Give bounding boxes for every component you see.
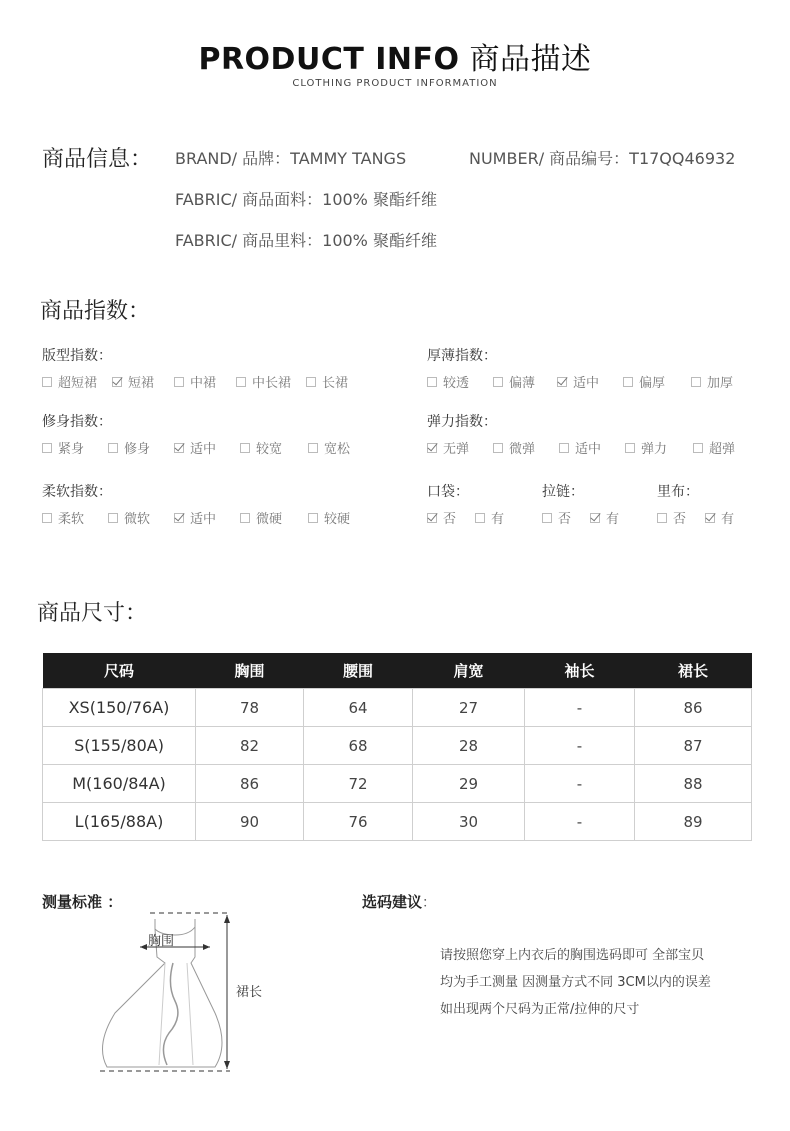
table-cell: 86 — [635, 689, 752, 727]
option-label: 适中 — [573, 376, 600, 391]
checkbox-icon — [693, 443, 703, 453]
option-label: 有 — [491, 512, 505, 527]
option[interactable] — [493, 438, 535, 457]
option-label: 微软 — [124, 512, 151, 527]
index-label-elasticity: 弹力指数： — [427, 414, 497, 430]
option[interactable] — [240, 438, 282, 457]
option-label: 适中 — [190, 442, 217, 457]
fabric-outer-line: FABRIC/ 商品面料：100% 聚酯纤维 — [175, 190, 437, 209]
option[interactable] — [42, 372, 97, 391]
table-cell: 78 — [196, 689, 304, 727]
col-header: 肩宽 — [413, 653, 525, 689]
table-cell: 64 — [304, 689, 413, 727]
option-label: 长裙 — [322, 376, 349, 391]
indices-heading: 商品指数： — [40, 299, 151, 324]
table-cell: - — [525, 689, 635, 727]
option-label: 宽松 — [324, 442, 351, 457]
table-cell: 76 — [304, 803, 413, 841]
option[interactable] — [625, 438, 667, 457]
table-cell: XS(150/76A) — [43, 689, 196, 727]
option[interactable] — [236, 372, 291, 391]
option[interactable] — [112, 372, 154, 391]
option-label: 偏厚 — [639, 376, 666, 391]
col-header: 裙长 — [635, 653, 752, 689]
checkbox-icon — [590, 513, 600, 523]
col-header: 胸围 — [196, 653, 304, 689]
col-header: 袖长 — [525, 653, 635, 689]
fabric-lining-line: FABRIC/ 商品里料：100% 聚酯纤维 — [175, 231, 437, 250]
table-cell: - — [525, 727, 635, 765]
option[interactable] — [174, 438, 216, 457]
table-cell: 28 — [413, 727, 525, 765]
option[interactable] — [590, 508, 619, 527]
option[interactable] — [705, 508, 734, 527]
advice-line: 如出现两个尺码为正常/拉伸的尺寸 — [440, 1002, 640, 1017]
col-header: 腰围 — [304, 653, 413, 689]
option-label: 偏薄 — [509, 376, 536, 391]
option-label: 微硬 — [256, 512, 283, 527]
option-label: 弹力 — [641, 442, 668, 457]
option[interactable] — [174, 372, 216, 391]
index-label-style: 版型指数： — [42, 348, 112, 364]
checkbox-icon — [542, 513, 552, 523]
checkbox-icon — [427, 443, 437, 453]
checkbox-icon — [108, 513, 118, 523]
option[interactable] — [427, 508, 456, 527]
index-label-fit: 修身指数： — [42, 414, 112, 430]
option[interactable] — [475, 508, 504, 527]
col-header: 尺码 — [43, 653, 196, 689]
bust-arrow-right-icon — [203, 944, 210, 950]
table-cell: 88 — [635, 765, 752, 803]
dress-diagram — [95, 905, 295, 1080]
option-label: 柔软 — [58, 512, 85, 527]
table-cell: 68 — [304, 727, 413, 765]
option-label: 无弹 — [443, 442, 470, 457]
option[interactable] — [657, 508, 686, 527]
table-cell: - — [525, 803, 635, 841]
size-table-header-row — [43, 653, 752, 689]
index-options-style — [42, 372, 382, 391]
option[interactable] — [108, 508, 150, 527]
option-label: 短裙 — [128, 376, 155, 391]
option-label: 中裙 — [190, 376, 217, 391]
index-options-elasticity — [427, 438, 767, 457]
option-label: 否 — [443, 512, 457, 527]
option[interactable] — [108, 438, 150, 457]
checkbox-icon — [559, 443, 569, 453]
checkbox-icon — [705, 513, 715, 523]
brand-line: BRAND/ 品牌：TAMMY TANGS — [175, 149, 407, 168]
advice-colon: ： — [422, 895, 437, 911]
checkbox-icon — [427, 513, 437, 523]
index-options-fit — [42, 438, 382, 457]
table-row — [43, 765, 752, 803]
checkbox-icon — [657, 513, 667, 523]
advice-heading: 选码建议 — [362, 893, 423, 911]
table-cell: 30 — [413, 803, 525, 841]
length-arrow-down-icon — [224, 1061, 230, 1069]
checkbox-icon — [42, 443, 52, 453]
checkbox-icon — [174, 443, 184, 453]
checkbox-icon — [306, 377, 316, 387]
length-label: 裙长 — [236, 985, 263, 1000]
checkbox-icon — [174, 377, 184, 387]
checkbox-icon — [625, 443, 635, 453]
extra-options-lining — [657, 508, 757, 527]
size-table — [42, 653, 752, 841]
checkbox-icon — [42, 513, 52, 523]
extra-label-zipper: 拉链： — [542, 484, 584, 500]
option[interactable] — [240, 508, 282, 527]
option[interactable] — [427, 372, 469, 391]
checkbox-icon — [240, 513, 250, 523]
checkbox-icon — [557, 377, 567, 387]
option[interactable] — [308, 508, 350, 527]
table-cell: M(160/84A) — [43, 765, 196, 803]
table-row — [43, 689, 752, 727]
option-label: 否 — [673, 512, 687, 527]
checkbox-icon — [240, 443, 250, 453]
checkbox-icon — [174, 513, 184, 523]
option[interactable] — [559, 438, 601, 457]
option[interactable] — [542, 508, 571, 527]
table-cell: 27 — [413, 689, 525, 727]
option-label: 超短裙 — [58, 376, 98, 391]
table-cell: 29 — [413, 765, 525, 803]
option-label: 有 — [606, 512, 620, 527]
extra-label-lining: 里布： — [657, 484, 699, 500]
table-cell: 89 — [635, 803, 752, 841]
option[interactable] — [693, 438, 735, 457]
checkbox-icon — [493, 443, 503, 453]
index-options-softness — [42, 508, 382, 527]
table-cell: 87 — [635, 727, 752, 765]
table-cell: - — [525, 765, 635, 803]
option[interactable] — [306, 372, 348, 391]
option[interactable] — [42, 508, 84, 527]
extra-options-zipper — [542, 508, 642, 527]
index-label-softness: 柔软指数： — [42, 484, 112, 500]
checkbox-icon — [691, 377, 701, 387]
ruffle-line — [163, 963, 177, 1065]
checkbox-icon — [427, 377, 437, 387]
option-label: 中长裙 — [252, 376, 292, 391]
advice-heading-wrap — [362, 891, 436, 912]
advice-line: 均为手工测量 因测量方式不同 3CM以内的误差 — [440, 975, 711, 990]
option-label: 修身 — [124, 442, 151, 457]
option[interactable] — [427, 438, 469, 457]
table-cell: 90 — [196, 803, 304, 841]
table-cell: 86 — [196, 765, 304, 803]
checkbox-icon — [623, 377, 633, 387]
option[interactable] — [623, 372, 665, 391]
option-label: 加厚 — [707, 376, 734, 391]
extra-options-pocket — [427, 508, 527, 527]
table-row — [43, 727, 752, 765]
checkbox-icon — [493, 377, 503, 387]
page-subtitle: CLOTHING PRODUCT INFORMATION — [292, 78, 498, 89]
option[interactable] — [493, 372, 535, 391]
checkbox-icon — [308, 513, 318, 523]
option[interactable] — [174, 508, 216, 527]
option-label: 较透 — [443, 376, 470, 391]
option-label: 超弹 — [709, 442, 736, 457]
option[interactable] — [308, 438, 350, 457]
bust-label: 胸围 — [148, 934, 175, 949]
checkbox-icon — [108, 443, 118, 453]
checkbox-icon — [236, 377, 246, 387]
table-cell: 82 — [196, 727, 304, 765]
option-label: 较宽 — [256, 442, 283, 457]
title-english: PRODUCT INFO — [198, 42, 460, 77]
index-label-thickness: 厚薄指数： — [427, 348, 497, 364]
number-line: NUMBER/ 商品编号：T17QQ46932 — [469, 149, 736, 168]
product-info-heading: 商品信息： — [42, 147, 153, 172]
table-row — [43, 803, 752, 841]
checkbox-icon — [112, 377, 122, 387]
page-title — [0, 34, 790, 78]
option-label: 适中 — [575, 442, 602, 457]
title-chinese: 商品描述 — [469, 42, 592, 77]
extra-label-pocket: 口袋： — [427, 484, 469, 500]
option[interactable] — [557, 372, 599, 391]
option[interactable] — [691, 372, 733, 391]
index-options-thickness — [427, 372, 767, 391]
bust-arrow-left-icon — [140, 944, 147, 950]
table-cell: 72 — [304, 765, 413, 803]
option-label: 较硬 — [324, 512, 351, 527]
table-cell: L(165/88A) — [43, 803, 196, 841]
checkbox-icon — [42, 377, 52, 387]
checkbox-icon — [308, 443, 318, 453]
option-label: 紧身 — [58, 442, 85, 457]
table-cell: S(155/80A) — [43, 727, 196, 765]
advice-line: 请按照您穿上内衣后的胸围选码即可 全部宝贝 — [440, 948, 705, 963]
measure-heading: 测量标准 ： — [42, 893, 123, 911]
option[interactable] — [42, 438, 84, 457]
option-label: 微弹 — [509, 442, 536, 457]
length-arrow-up-icon — [224, 915, 230, 923]
option-label: 适中 — [190, 512, 217, 527]
option-label: 有 — [721, 512, 735, 527]
size-heading: 商品尺寸： — [37, 601, 148, 626]
checkbox-icon — [475, 513, 485, 523]
option-label: 否 — [558, 512, 572, 527]
